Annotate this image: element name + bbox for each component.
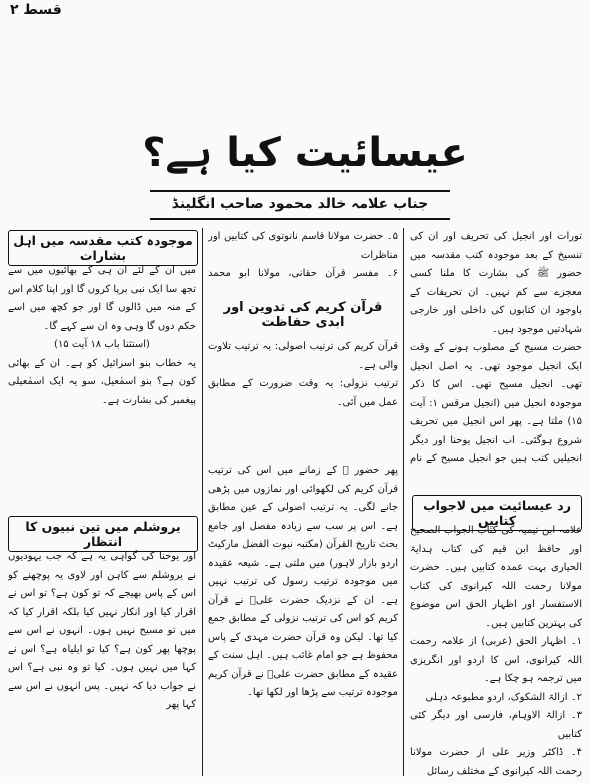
refutation-intro: علامہ ابن تیمیہ کی کتاب الجواب الصحیح اور حافظ ابن قیم کی کتاب ہدایۃ الحیاری بہت عمدہ کتابیں ہیں۔ حضرت مولانا رحمت اللہ کیرانوی کی کتاب الاستفسار اور اظہار الحق اس موضوع کی بہترین کتابیں ہیں۔ [410, 525, 582, 629]
book-item: ۳۔ ازالۃ الاوہام، فارسی اور دیگر کئی کتابیں [410, 710, 582, 740]
left-column-top [8, 262, 196, 510]
quran-history-paragraph: پھر حضور ﷺ کے زمانے میں اس کی ترتیب قرآن کریم کی لکھوائی اور نمازوں میں پڑھی جانے لگی۔ یہ ترتیب اصولی کے عین مطابق ہے۔ اس پر سب سے زیادہ مفصل اور جامع بحث تاریخ القرآن (مکتبہ نبوت الفضل مارکیٹ اردو بازار لاہور) میں ملتی ہے۔ شیعہ عقیدہ میں موجودہ ترتیب رسول کی ترتیب نہیں ہے۔ ان کے نزدیک حضرت علیؓ نے قرآن کریم کو اس کی ترتیب نزولی کے مطابق جمع کیا تھا۔ لیکن وہ قرآن حضرت مہدی کے پاس محفوظ ہے جو امام غائب ہیں۔ اہل سنت کے عقیدہ کے مطابق حضرت علیؓ نے قرآن کریم موجودہ ترتیب سے پڑھا اور لکھا تھا۔ [208, 465, 398, 698]
bible-citation: (استثنا باب ۱۸ آیت ۱۵) [54, 339, 150, 350]
column-divider [202, 228, 203, 776]
order-revelation: قرآن کریم کی ترتیب اصولی: یہ ترتیب تلاوت والی ہے۔ [208, 341, 398, 371]
yohanna-testimony: اور یوحنا کی گواہی یہ ہے کہ جب یہودیوں نے یروشلم سے کاہن اور لاوی یہ پوچھنے کو اس کے پاس بھیجے کہ تو کون ہے؟ تو اس نے اقرار کیا اور انکار نہیں کیا بلکہ اقرار کیا کہ میں تو مسیح نہیں ہوں۔ انہوں نے اس سے پوچھا پھر کون ہے؟ کیا تو ایلیاہ ہے؟ اس نے کہا میں نہیں ہوں۔ کیا تو وہ نبی ہے؟ اس نے جواب دیا کہ نہیں۔ پس انہوں نے اس سے کہا پھر [8, 551, 196, 710]
right-column-top [410, 228, 582, 466]
heading-refutation-books: رد عیسائیت میں لاجواب کتابیں [412, 495, 582, 531]
book-item: ۴۔ ڈاکٹر وزیر علی از حضرت مولانا رحمت اللہ کیرانوی کے مختلف رسائل [410, 747, 582, 777]
middle-body [208, 462, 398, 774]
byline-rule [150, 218, 450, 220]
list-item: ۶۔ مفسر قرآن حقانی، مولانا ابو محمد [208, 268, 398, 279]
book-item: ۲۔ ازالۃ الشکوک، اردو مطبوعہ دہلی [425, 691, 582, 703]
bible-commentary: یہ خطاب بنو اسرائیل کو ہے۔ ان کے بھائی کون ہے؟ بنو اسمٰعیل، سو یہ ایک اسمٰعیلی پیغمبر کی بشارت ہے۔ [8, 357, 196, 406]
list-item: ۵۔ حضرت مولانا قاسم نانوتوی کی کتابیں اور مناظرات [208, 231, 398, 261]
middle-orders [208, 338, 398, 438]
order-descent: ترتیب نزولی: یہ وقت ضرورت کے مطابق عمل میں آئی۔ [208, 378, 398, 408]
heading-three-prophets: یروشلم میں تین نبیوں کا انتظار [8, 516, 198, 552]
intro-paragraph: تورات اور انجیل کی تحریف اور ان کی تنسیخ کے بعد موجودہ کتب مقدسہ میں حضور ﷺ کی بشارت کا ملنا کسی معجزے سے کم نہیں۔ ان تحریفات کے باوجود ان کتابوں کی داخلی اور خارجی شہادتیں موجود ہیں۔ [410, 231, 582, 335]
column-divider [403, 228, 404, 776]
book-item: ۱۔ اظہار الحق (عربی) از علامہ رحمت اللہ کیرانوی، اس کا اردو اور انگریزی میں ترجمہ ہو چکا ہے۔ [410, 636, 582, 684]
middle-list [208, 228, 398, 284]
body-paragraph: حضرت مسیح کے مصلوب ہونے کے وقت ایک انجیل موجود تھی۔ یہ اصل انجیل تھی۔ انجیل مسیح تھی۔ اس کا ذکر موجودہ انجیل میں (انجیل مرقس ۱: آیت ۱۵) ملتا ہے۔ پھر اس انجیل میں تحریف شروع ہوگئی۔ اب انجیل یوحنا اور دیگر انجیلیں کتب ہیں جو انجیل مسیح کے نام [410, 342, 582, 464]
bible-quote: میں ان کے لئے ان ہی کے بھائیوں میں سے تجھ سا ایک نبی برپا کروں گا اور اپنا کلام اس کے منہ میں ڈالوں گا اور جو کچھ میں اسے حکم دوں گا وہی وہ ان سے کہے گا۔ [8, 265, 196, 332]
episode-label: قسط ۲ [10, 2, 62, 18]
left-column-bottom [8, 548, 196, 776]
article-title: عیسائیت کیا ہے؟ [142, 130, 468, 176]
heading-quran-preservation: قرآن کریم کی تدوین اور ابدی حفاظت [223, 300, 383, 330]
author-byline: جناب علامہ خالد محمود صاحب انگلینڈ [171, 196, 429, 212]
title-rule [150, 190, 450, 192]
right-column-bottom [410, 522, 582, 777]
heading-bible-prophecies: موجودہ کتب مقدسہ میں اہل بشارات [8, 230, 198, 266]
